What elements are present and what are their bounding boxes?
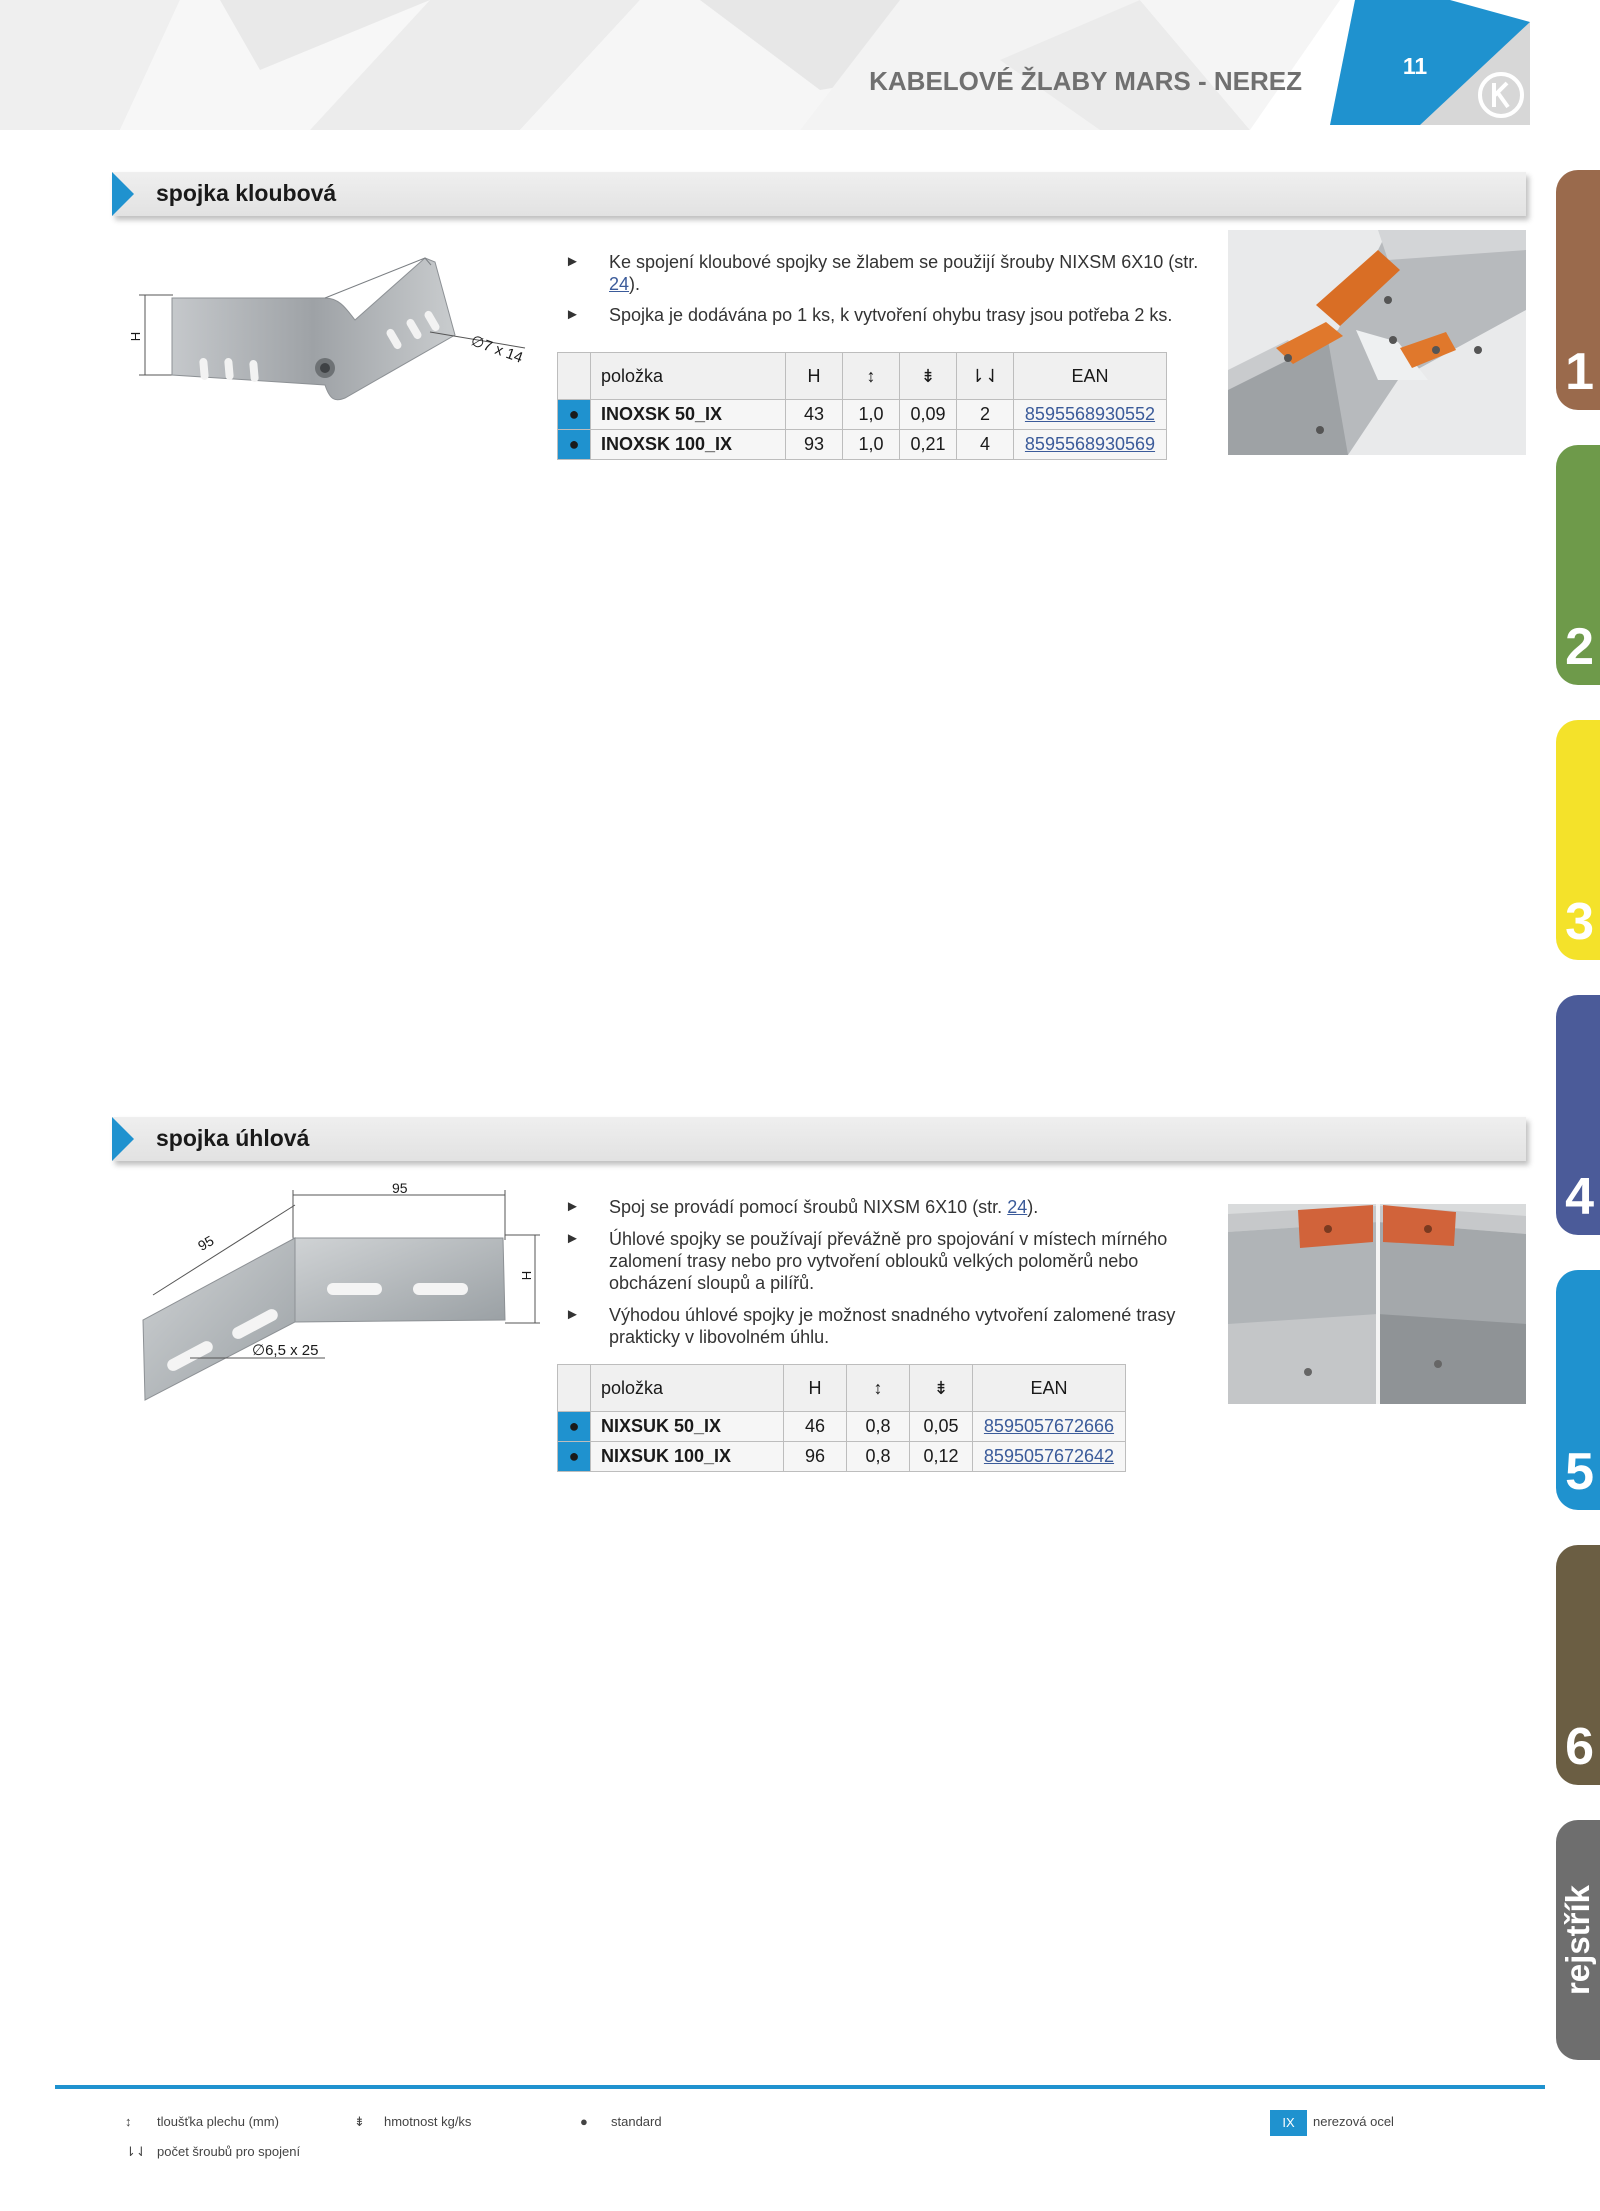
legend-screws-text: počet šroubů pro spojení [157,2144,301,2159]
page-number: 11 [1402,53,1428,79]
page-ref-link[interactable]: 24 [1007,1197,1028,1217]
standard-marker: ● [558,430,591,460]
table-row [558,430,1167,460]
side-tab-index[interactable]: rejstřík [1556,1820,1600,2060]
table-row [558,400,1167,430]
side-tab-1[interactable]: 1 [1556,170,1600,410]
side-tab-2[interactable]: 2 [1556,445,1600,685]
hinge-joint-photo [1228,230,1526,455]
height-value: 93 [786,430,843,460]
angle-spec-table [557,1364,1126,1472]
legend-ix-text: nerezová ocel [1313,2114,1394,2129]
screws-value: 2 [957,400,1014,430]
thickness-value: 1,0 [843,400,900,430]
height-value: 43 [786,400,843,430]
bullet-arrow-icon: ► [565,1198,580,1215]
legend-ix-badge: IX [1270,2110,1307,2136]
table-row [558,1412,1126,1442]
angle-joint-drawing [135,1180,555,1410]
table-header-blank [558,353,591,400]
angle-bullet-1: ► Spoj se provádí pomocí šroubů NIXSM 6X10 (str. 24). [565,1197,1039,1217]
table-header-ean: EAN [973,1365,1126,1412]
angle-hole-label: ∅6,5 x 25 [252,1342,319,1359]
side-tab-3[interactable]: 3 [1556,720,1600,960]
table-header-thickness: ↕ [843,353,900,400]
table-header-item: položka [591,353,786,400]
weight-value: 0,21 [900,430,957,460]
thickness-value: 1,0 [843,430,900,460]
height-value: 96 [784,1442,847,1472]
table-row [558,1442,1126,1472]
section-arrow-icon [112,1117,134,1161]
page-ref-link[interactable]: 24 [609,274,630,294]
standard-marker: ● [558,1412,591,1442]
table-header-blank [558,1365,591,1412]
legend-thickness-icon: ↕ [125,2114,132,2129]
screws-value: 4 [957,430,1014,460]
bullet-arrow-icon: ► [565,1306,580,1323]
catalog-title: KABELOVÉ ŽLABY MARS - NEREZ [869,66,1302,96]
legend-weight-text: hmotnost kg/ks [384,2114,472,2129]
table-header-item: položka [591,1365,784,1412]
legend-thickness-text: tloušťka plechu (mm) [157,2114,279,2129]
side-tab-6[interactable]: 6 [1556,1545,1600,1785]
table-header-screws: ⇂⇃ [957,353,1014,400]
bullet-arrow-icon: ► [565,306,580,323]
table-header-weight: ⇟ [910,1365,973,1412]
table-header-h: H [784,1365,847,1412]
side-tab-4[interactable]: 4 [1556,995,1600,1235]
company-logo-icon [1476,70,1526,120]
bullet-arrow-icon: ► [565,253,580,270]
hinge-spec-table [557,352,1167,460]
hinge-height-label: H [128,331,144,342]
angle-height-label: H [519,1270,535,1281]
angle-side-dimension: 95 [195,1232,217,1254]
section-title-hinge: spojka kloubová [156,180,337,206]
legend-screws-icon: ⇂⇃ [125,2144,147,2159]
table-header-weight: ⇟ [900,353,957,400]
legend-standard-icon: ● [580,2114,588,2129]
footer-line [55,2085,1545,2089]
ean-link[interactable]: 8595568930552 [1014,400,1167,430]
bullet-arrow-icon: ► [565,1230,580,1247]
legend-standard-text: standard [611,2114,662,2129]
thickness-value: 0,8 [847,1442,910,1472]
weight-value: 0,09 [900,400,957,430]
ean-link[interactable]: 8595568930569 [1014,430,1167,460]
ean-link[interactable]: 8595057672642 [973,1442,1126,1472]
standard-marker: ● [558,1442,591,1472]
table-header-ean: EAN [1014,353,1167,400]
height-value: 46 [784,1412,847,1442]
angle-joint-photo [1228,1204,1526,1404]
hinge-bullet-1: ► Ke spojení kloubové spojky se žlabem se použijí šrouby NIXSM 6X10 (str. 24). [565,252,1199,294]
section-title-angle: spojka úhlová [156,1125,310,1151]
hinge-hole-label: ∅7 x 14 [468,332,526,367]
item-code: NIXSUK 50_IX [591,1412,784,1442]
table-header-thickness: ↕ [847,1365,910,1412]
standard-marker: ● [558,400,591,430]
item-code: NIXSUK 100_IX [591,1442,784,1472]
ean-link[interactable]: 8595057672666 [973,1412,1126,1442]
angle-bullet-2: ► Úhlové spojky se používají převážně pro spojování v místech mírného zalomení trasy nebo pro vytvoření oblouků velkých poloměrů nebo obcházení sloupů a pilířů. [565,1229,1168,1293]
side-tab-5[interactable]: 5 [1556,1270,1600,1510]
item-code: INOXSK 50_IX [591,400,786,430]
angle-top-dimension: 95 [392,1180,408,1196]
legend-weight-icon: ⇟ [354,2114,365,2129]
weight-value: 0,05 [910,1412,973,1442]
hinge-bullet-2: ► Spojka je dodávána po 1 ks, k vytvoření ohybu trasy jsou potřeba 2 ks. [565,305,1173,325]
table-header-h: H [786,353,843,400]
section-bar-angle [112,1117,1526,1161]
angle-bullet-3: ► Výhodou úhlové spojky je možnost snadného vytvoření zalomené trasy prakticky v libovolném úhlu. [565,1305,1176,1347]
section-arrow-icon [112,172,134,216]
thickness-value: 0,8 [847,1412,910,1442]
item-code: INOXSK 100_IX [591,430,786,460]
weight-value: 0,12 [910,1442,973,1472]
